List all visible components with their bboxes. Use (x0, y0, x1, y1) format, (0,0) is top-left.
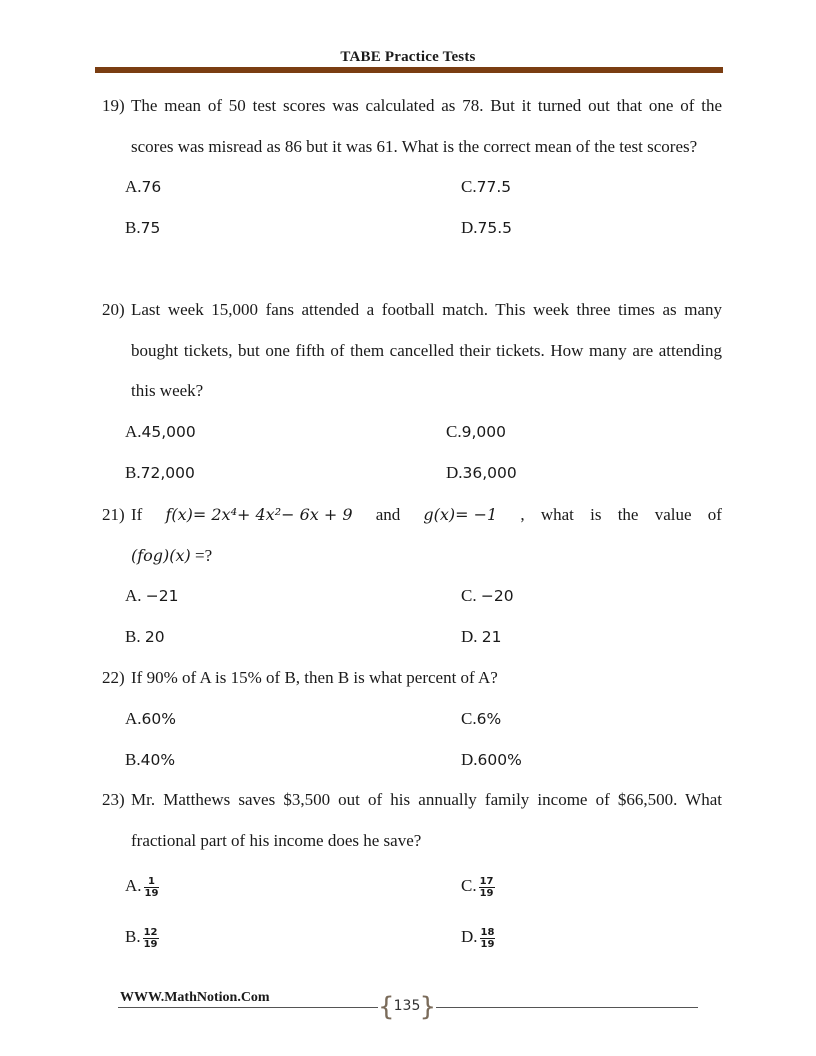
fraction (480, 927, 496, 950)
option-value: 75.5 (477, 219, 513, 237)
footer-website-link[interactable]: WWW.MathNotion.Com (120, 990, 270, 1005)
question-text: If 90% of A is 15% of B, then B is what percent of A? (131, 668, 498, 687)
answer-options (102, 412, 722, 494)
option-label: A. (125, 177, 142, 196)
conjunction-text: and (375, 505, 401, 524)
fraction-denominator: 19 (479, 887, 494, 899)
option-value: 76 (141, 178, 162, 196)
option-label: B. (125, 218, 141, 237)
question-text: Last week 15,000 fans attended a football match. This week three times as many bought tickets, but one fifth of them cancelled their tickets. How many are attending this week? (131, 300, 722, 400)
header-rule (95, 67, 723, 73)
option-b[interactable] (125, 617, 165, 658)
question-number: 20) (102, 300, 125, 319)
option-b[interactable] (125, 917, 159, 958)
option-label: D. (446, 462, 463, 482)
answer-options (102, 861, 722, 961)
option-d[interactable] (461, 740, 522, 781)
option-label: D. (461, 927, 478, 946)
question-number: 19) (102, 96, 125, 115)
question-21 (102, 495, 722, 658)
option-d[interactable] (446, 453, 517, 494)
option-label: B. (125, 462, 141, 482)
option-value: −20 (480, 587, 514, 605)
option-b[interactable] (125, 208, 160, 249)
option-label: B. (125, 749, 141, 769)
option-value: 9,000 (461, 422, 506, 441)
fraction (143, 927, 159, 950)
function-f-expression: f(x)= 2x⁴+ 4x²− 6x + 9 (165, 505, 353, 524)
option-value: 6% (476, 709, 502, 728)
option-c[interactable] (461, 699, 501, 740)
option-value: 20 (144, 628, 165, 646)
option-value: 600% (477, 750, 522, 769)
fraction-denominator: 19 (144, 887, 159, 899)
question-stem (102, 86, 722, 167)
option-c[interactable] (461, 866, 495, 907)
question-stem (102, 290, 722, 412)
option-b[interactable] (125, 740, 175, 781)
answer-options (102, 167, 722, 249)
page-number: 135 (393, 998, 421, 1014)
page-number-box (378, 992, 436, 1022)
option-label: D. (461, 218, 478, 237)
page-header-title: TABE Practice Tests (340, 49, 476, 65)
question-line-2 (102, 536, 722, 577)
fraction-numerator: 18 (480, 926, 495, 938)
option-d[interactable] (461, 617, 502, 658)
fraction-denominator: 19 (480, 938, 495, 950)
option-value: 45,000 (141, 422, 196, 441)
option-label: B. (125, 927, 141, 946)
option-label: D. (461, 749, 478, 769)
option-value: 72,000 (140, 463, 195, 482)
option-a[interactable] (125, 699, 176, 740)
question-text: The mean of 50 test scores was calculated as 78. But it turned out that one of the scores was misread as 86 but it was 61. What is the correct mean of the test scores? (131, 96, 722, 156)
right-brace-icon: } (419, 992, 436, 1022)
option-c[interactable] (461, 167, 511, 208)
option-a[interactable] (125, 866, 159, 907)
question-text: Mr. Matthews saves $3,500 out of his annually family income of $66,500. What fractional part of his income does he save? (131, 790, 722, 850)
question-tail: =? (195, 545, 213, 565)
fraction-denominator: 19 (143, 938, 158, 950)
option-value: 36,000 (462, 463, 517, 482)
option-label: C. (446, 421, 462, 441)
option-value: 60% (141, 709, 176, 728)
option-d[interactable] (461, 208, 512, 249)
option-a[interactable] (125, 167, 161, 208)
option-c[interactable] (461, 576, 514, 617)
option-a[interactable] (125, 576, 179, 617)
answer-options (102, 699, 722, 781)
left-brace-icon: { (378, 992, 395, 1022)
option-label: B. (125, 627, 141, 646)
question-22 (102, 658, 722, 781)
option-a[interactable] (125, 412, 196, 453)
option-value: 40% (140, 750, 176, 769)
option-label: A. (125, 586, 142, 605)
question-stem (102, 780, 722, 861)
answer-options (102, 576, 722, 658)
fraction-numerator: 1 (144, 876, 160, 888)
question-number: 21) (102, 505, 125, 524)
option-value: −21 (145, 587, 179, 605)
function-g-expression: g(x)= −1 (423, 505, 498, 524)
option-label: C. (461, 586, 477, 605)
question-prefix: If (131, 505, 143, 524)
question-number: 22) (102, 668, 125, 687)
question-suffix: , what is the value of (520, 505, 722, 524)
fraction (479, 876, 495, 899)
option-value: 75 (140, 219, 161, 237)
option-label: C. (461, 177, 477, 196)
option-label: A. (125, 876, 142, 895)
option-label: C. (461, 708, 477, 728)
question-stem (102, 495, 722, 536)
option-label: C. (461, 876, 477, 895)
question-number: 23) (102, 790, 125, 809)
option-label: A. (125, 421, 142, 441)
option-label: D. (461, 627, 478, 646)
option-value: 77.5 (476, 178, 512, 196)
fraction (144, 876, 160, 899)
composite-expression: (fog)(x) (131, 545, 191, 565)
question-20 (102, 290, 722, 494)
option-label: A. (125, 708, 142, 728)
question-19 (102, 86, 722, 249)
option-c[interactable] (446, 412, 506, 453)
option-d[interactable] (461, 917, 495, 958)
fraction-numerator: 12 (143, 926, 158, 938)
option-b[interactable] (125, 453, 195, 494)
fraction-numerator: 17 (479, 875, 494, 887)
option-value: 21 (481, 628, 502, 646)
question-23 (102, 780, 722, 961)
question-stem (102, 658, 722, 699)
